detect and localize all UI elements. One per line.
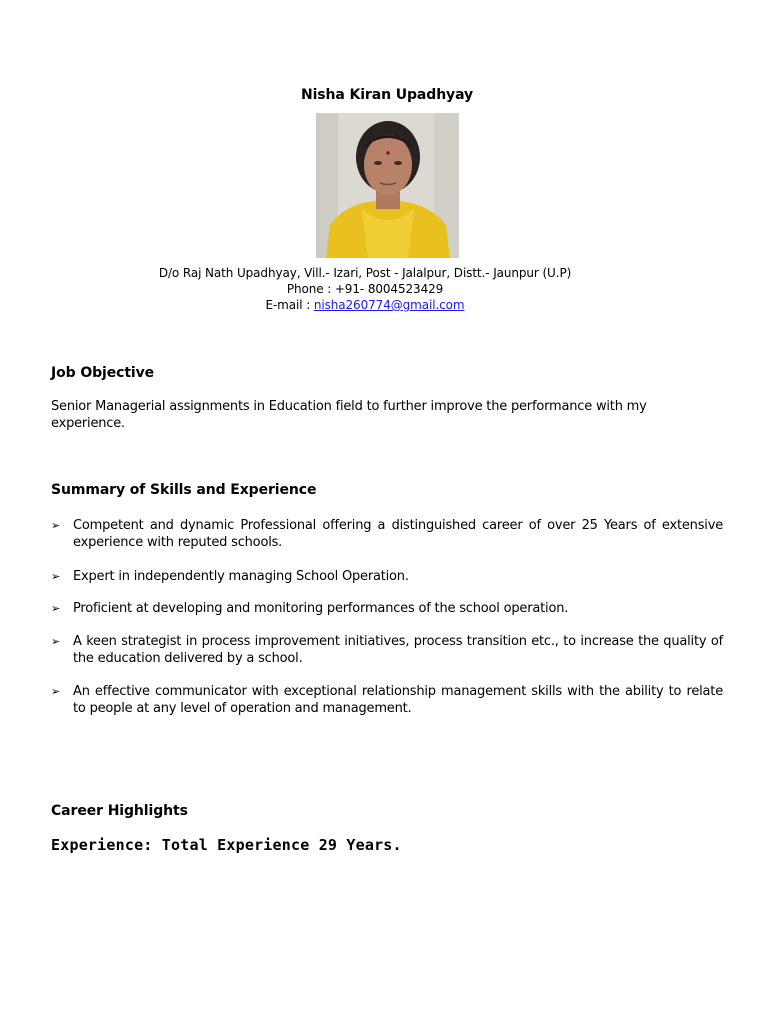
email-label: E-mail :: [265, 298, 314, 312]
email-link[interactable]: nisha260774@gmail.com: [313, 298, 465, 312]
summary-item: [51, 600, 723, 617]
job-objective-text: Senior Managerial assignments in Education field to further improve the performance with my experience.: [51, 399, 647, 431]
arrow-bullet-icon: ➢: [51, 602, 61, 615]
phone-line: Phone : +91- 8004523429: [286, 282, 444, 296]
candidate-name: Nisha Kiran Upadhyay: [300, 87, 474, 103]
address-line: D/o Raj Nath Upadhyay, Vill.- Izari, Post - Jalalpur, Distt.- Jaunpur (U.P): [158, 266, 572, 280]
arrow-bullet-icon: ➢: [51, 570, 61, 583]
email-line: [0, 297, 730, 313]
arrow-bullet-icon: ➢: [51, 685, 61, 698]
job-objective-heading: Job Objective: [51, 365, 155, 381]
summary-item-text: A keen strategist in process improvement initiatives, process transition etc., to increase the quality of the education delivered by a school.: [73, 634, 723, 666]
profile-photo: [316, 113, 459, 258]
profile-photo-illustration: [316, 113, 459, 258]
summary-item: [51, 517, 723, 551]
total-experience: Experience: Total Experience 29 Years.: [51, 836, 402, 854]
summary-item-text: An effective communicator with exceptional relationship management skills with the ability to relate to people at any level of operation and management.: [73, 684, 723, 716]
summary-item: [51, 683, 723, 717]
summary-item: [51, 568, 723, 585]
arrow-bullet-icon: ➢: [51, 519, 61, 532]
career-highlights-heading: Career Highlights: [51, 803, 188, 819]
summary-item: [51, 633, 723, 667]
summary-item-text: Expert in independently managing School Operation.: [73, 569, 409, 584]
summary-item-text: Proficient at developing and monitoring performances of the school operation.: [73, 601, 569, 616]
summary-heading: Summary of Skills and Experience: [51, 482, 317, 498]
summary-item-text: Competent and dynamic Professional offering a distinguished career of over 25 Years of extensive experience with reputed schools.: [73, 518, 723, 550]
arrow-bullet-icon: ➢: [51, 635, 61, 648]
